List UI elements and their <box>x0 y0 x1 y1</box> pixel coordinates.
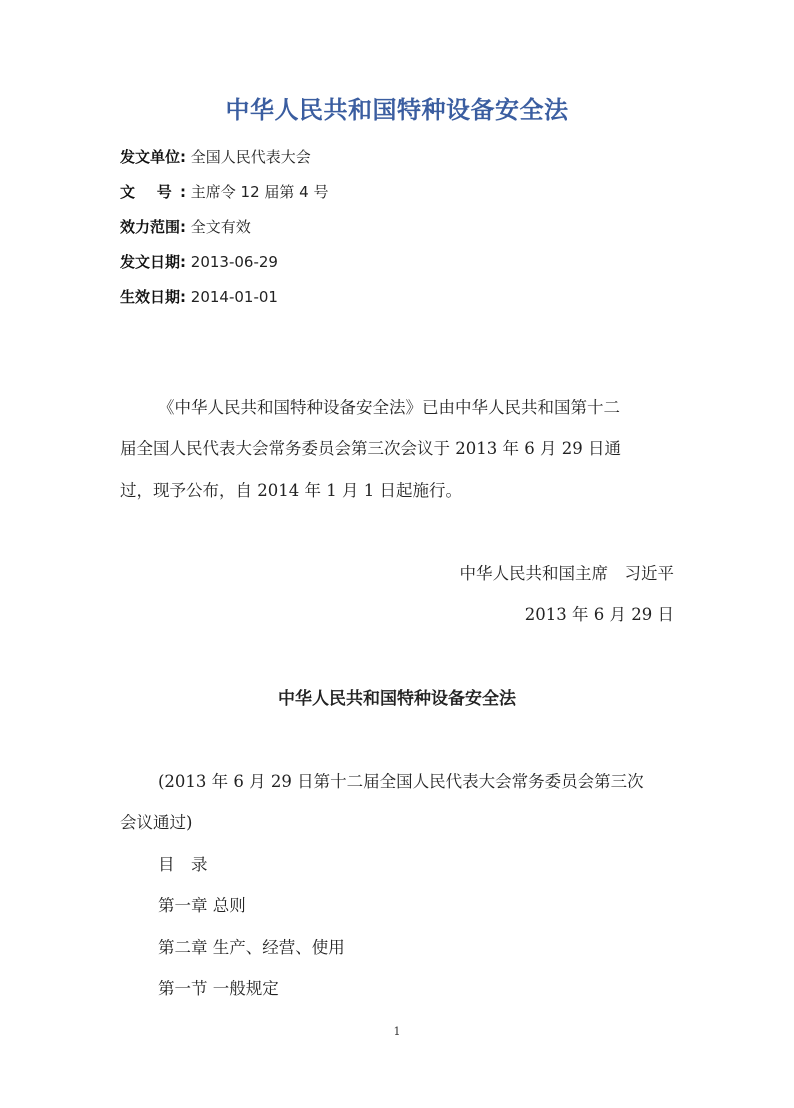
toc-item: 第一章 总则 <box>158 896 246 915</box>
meta-value: 2014-01-01 <box>190 288 278 306</box>
meta-label: 生效日期: <box>120 288 186 306</box>
meta-row-issue-date <box>120 251 278 273</box>
meta-row-scope <box>120 216 251 238</box>
toc-item: 第二章 生产、经营、使用 <box>158 938 345 957</box>
law-title: 中华人民共和国特种设备安全法 <box>278 689 516 709</box>
meta-row-doc-number <box>120 181 329 203</box>
meta-value: 2013-06-29 <box>190 253 278 271</box>
adoption-note-line: (2013 年 6 月 29 日第十二届全国人民代表大会常务委员会第三次 <box>158 772 644 791</box>
announcement-line: 过，现予公布，自 2014 年 1 月 1 日起施行。 <box>120 481 462 500</box>
adoption-note-line: 会议通过) <box>120 813 193 832</box>
meta-value: 主席令 12 届第 4 号 <box>190 183 329 201</box>
meta-row-effective-date <box>120 286 278 308</box>
meta-value: 全国人民代表大会 <box>190 148 311 166</box>
meta-label: 发文单位: <box>120 148 186 166</box>
page-number: 1 <box>393 1025 401 1038</box>
announcement-date: 2013 年 6 月 29 日 <box>524 605 674 624</box>
document-title: 中华人民共和国特种设备安全法 <box>225 96 569 124</box>
toc-heading: 目 录 <box>158 855 208 874</box>
meta-label: 文 号: <box>120 183 186 201</box>
announcement-line: 《中华人民共和国特种设备安全法》已由中华人民共和国第十二 <box>158 398 620 417</box>
announcement-signer: 中华人民共和国主席 习近平 <box>459 564 674 583</box>
toc-item: 第一节 一般规定 <box>158 979 279 998</box>
announcement-line: 届全国人民代表大会常务委员会第三次会议于 2013 年 6 月 29 日通 <box>120 439 621 458</box>
meta-label: 效力范围: <box>120 218 186 236</box>
meta-label: 发文日期: <box>120 253 186 271</box>
meta-row-issuer <box>120 146 311 168</box>
meta-value: 全文有效 <box>190 218 251 236</box>
